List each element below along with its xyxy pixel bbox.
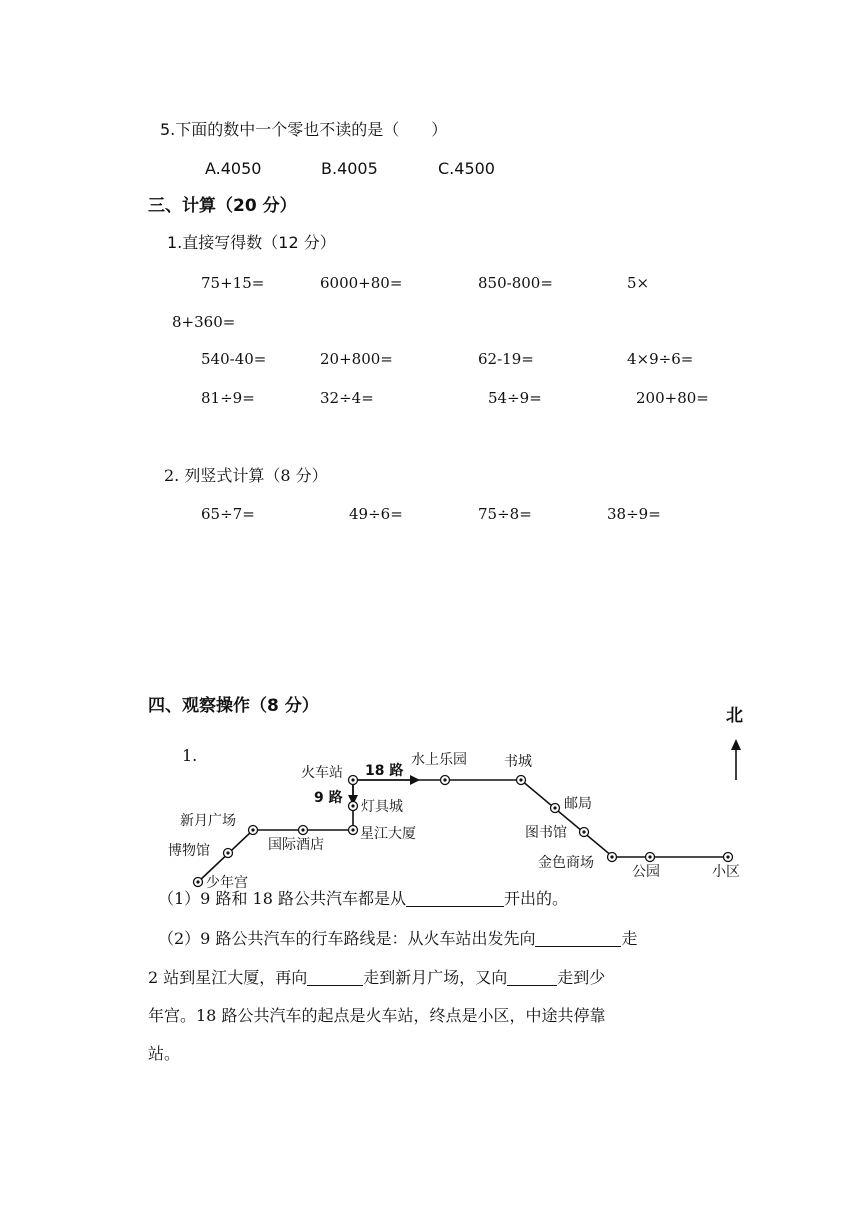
part1-title: 1.直接写得数（12 分） bbox=[167, 233, 336, 252]
station-label-xingjiang: 星江大厦 bbox=[360, 826, 416, 842]
sub-question-2-line2 bbox=[148, 969, 605, 986]
station-label-library: 图书馆 bbox=[525, 825, 567, 841]
calc-item: 4×9÷6= bbox=[627, 350, 694, 368]
sub-question-2-line1 bbox=[158, 930, 637, 947]
station-label-community: 小区 bbox=[712, 864, 740, 880]
calc-item: 850-800= bbox=[478, 274, 553, 292]
q2-text-line2-a: 2 站到星江大厦，再向 bbox=[148, 968, 308, 987]
station-marker-intl-hotel bbox=[299, 826, 308, 835]
q2-text-line2-b: 走到新月广场，又向 bbox=[363, 968, 508, 987]
route-18-label: 18 路 bbox=[365, 763, 404, 779]
q5-option-a: A.4050 bbox=[205, 159, 262, 178]
q2-text-b: 走 bbox=[621, 929, 638, 948]
station-marker-bookstore bbox=[517, 776, 526, 785]
q2-answer-blank-1[interactable] bbox=[535, 930, 621, 947]
calc-item: 5× bbox=[627, 274, 650, 292]
calc-item: 65÷7= bbox=[201, 505, 255, 523]
section3-title: 三、计算（20 分） bbox=[148, 196, 297, 216]
calc-item: 54÷9= bbox=[488, 389, 542, 407]
q5-stem: 5.下面的数中一个零也不读的是（ ） bbox=[160, 120, 448, 139]
station-marker-xingjiang bbox=[349, 826, 358, 835]
item-number: 1. bbox=[182, 746, 198, 765]
station-marker-gold-mall bbox=[608, 853, 617, 862]
station-label-gold-mall: 金色商场 bbox=[538, 855, 594, 871]
sub-question-2-line3: 年宫。18 路公共汽车的起点是火车站，终点是小区，中途共停靠 bbox=[148, 1006, 606, 1025]
station-label-museum: 博物馆 bbox=[168, 843, 210, 859]
calc-item: 62-19= bbox=[478, 350, 534, 368]
calc-item: 38÷9= bbox=[607, 505, 661, 523]
station-marker-library bbox=[580, 828, 589, 837]
route-18-line bbox=[353, 780, 728, 857]
q2-text-line2-c: 走到少 bbox=[557, 968, 606, 987]
station-marker-youth-palace bbox=[194, 878, 203, 887]
section4-title: 四、观察操作（8 分） bbox=[148, 696, 319, 716]
calc-item: 20+800= bbox=[320, 350, 393, 368]
calc-item: 200+80= bbox=[636, 389, 709, 407]
station-label-intl-hotel: 国际酒店 bbox=[268, 837, 324, 853]
calc-item: 8+360= bbox=[172, 313, 236, 331]
station-label-post-office: 邮局 bbox=[564, 796, 592, 812]
station-label-lamp-city: 灯具城 bbox=[361, 799, 403, 815]
route-9-label: 9 路 bbox=[314, 790, 343, 806]
calc-item: 75÷8= bbox=[478, 505, 532, 523]
sub-question-1 bbox=[158, 890, 568, 907]
station-label-train-station: 火车站 bbox=[301, 765, 343, 781]
station-marker-post-office bbox=[551, 804, 560, 813]
q1-text-before: （1）9 路和 18 路公共汽车都是从 bbox=[158, 889, 406, 908]
q5-option-b: B.4005 bbox=[321, 159, 378, 178]
station-label-xinyue: 新月广场 bbox=[180, 813, 236, 829]
compass-north-label: 北 bbox=[726, 706, 743, 726]
station-marker-museum bbox=[224, 849, 233, 858]
q2-answer-blank-3[interactable] bbox=[507, 969, 557, 986]
station-label-bookstore: 书城 bbox=[504, 754, 532, 770]
station-marker-water-park bbox=[441, 776, 450, 785]
sub-question-2-line4: 站。 bbox=[148, 1044, 181, 1063]
q2-text-a: （2）9 路公共汽车的行车路线是：从火车站出发先向 bbox=[158, 929, 536, 948]
station-marker-park bbox=[646, 853, 655, 862]
calc-item: 6000+80= bbox=[320, 274, 403, 292]
q5-option-c: C.4500 bbox=[438, 159, 495, 178]
station-marker-community bbox=[724, 853, 733, 862]
part2-title: 2. 列竖式计算（8 分） bbox=[164, 466, 328, 485]
calc-item: 32÷4= bbox=[320, 389, 374, 407]
calc-item: 81÷9= bbox=[201, 389, 255, 407]
calc-item: 75+15= bbox=[201, 274, 265, 292]
station-marker-train-station bbox=[349, 776, 358, 785]
north-arrow-head bbox=[731, 739, 741, 750]
q2-answer-blank-2[interactable] bbox=[307, 969, 363, 986]
station-label-water-park: 水上乐园 bbox=[411, 752, 467, 768]
q1-text-after: 开出的。 bbox=[503, 889, 568, 908]
station-label-park: 公园 bbox=[632, 864, 660, 880]
station-label-youth-palace: 少年宫 bbox=[206, 875, 248, 891]
station-marker-xinyue bbox=[249, 826, 258, 835]
station-marker-lamp-city bbox=[349, 802, 358, 811]
q1-answer-blank[interactable] bbox=[406, 890, 504, 907]
calc-item: 49÷6= bbox=[349, 505, 403, 523]
calc-item: 540-40= bbox=[201, 350, 267, 368]
